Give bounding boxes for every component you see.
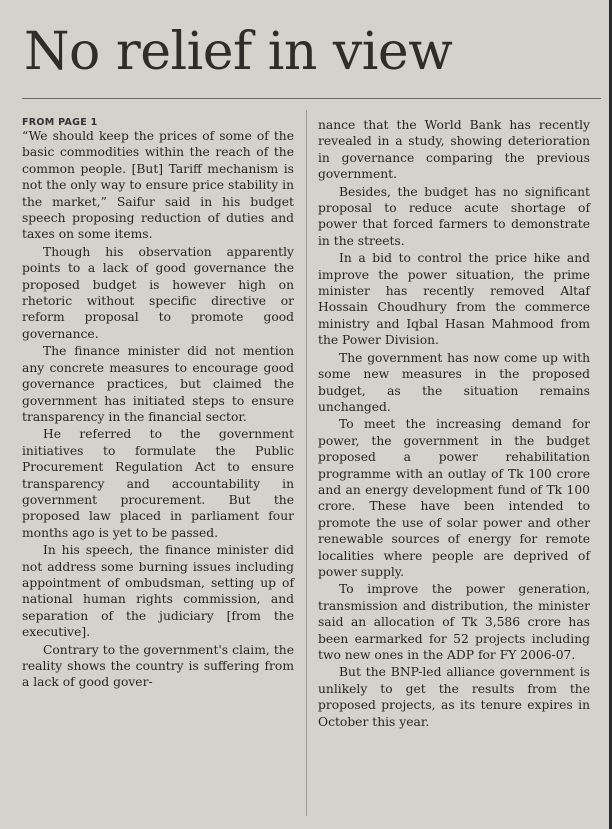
- column-right: [318, 117, 590, 730]
- paragraph: He referred to the government initiatives to formulate the Public Procurement Regulation Act to ensure transparency and accountability in government procurement. But the proposed law placed in parliament four months ago is yet to be passed.: [22, 427, 294, 540]
- column-divider: [306, 110, 307, 816]
- paragraph: In his speech, the finance minister did not address some burning issues including appointment of ombudsman, setting up of national human rights commission, and separation of the judiciary [from the executive].: [22, 543, 294, 640]
- paragraph: But the BNP-led alliance government is unlikely to get the results from the proposed projects, as its tenure expires in October this year.: [318, 665, 590, 729]
- paragraph: Besides, the budget has no significant proposal to reduce acute shortage of power that forced farmers to demonstrate in the streets.: [318, 184, 590, 248]
- paragraph: To improve the power generation, transmission and distribution, the minister said an allocation of Tk 3,586 crore has been earmarked for 52 projects including two new ones in the ADP for FY 2006-07.: [318, 582, 590, 662]
- column-left: [22, 117, 294, 691]
- kicker-from-page: FROM PAGE 1: [22, 117, 98, 128]
- paragraph: In a bid to control the price hike and improve the power situation, the prime minister has recently removed Altaf Hossain Choudhury from the commerce ministry and Iqbal Hasan Mahmood from the Power Division.: [318, 251, 590, 348]
- paragraph: The government has now come up with some new measures in the proposed budget, as the situation remains unchanged.: [318, 350, 590, 414]
- headline-rule: [22, 98, 601, 99]
- paragraph: The finance minister did not mention any concrete measures to encourage good governance practices, but claimed the government has initiated steps to ensure transparency in the financial sector.: [22, 344, 294, 424]
- headline: No relief in view: [24, 22, 453, 82]
- paragraph: nance that the World Bank has recently revealed in a study, showing deterioration in governance comparing the previous government.: [318, 118, 590, 182]
- paragraph: Though his observation apparently points to a lack of good governance the proposed budget is however high on rhetoric without specific directive or reform proposal to promote good governance.: [22, 244, 294, 341]
- paragraph: To meet the increasing demand for power, the government in the budget proposed a power rehabilitation programme with an outlay of Tk 100 crore and an energy development fund of Tk 100 crore. These have been intended to promote the use of solar power and other renewable sources of energy for remote localities where people are deprived of power supply.: [318, 417, 590, 579]
- paragraph: “We should keep the prices of some of the basic commodities within the reach of the common people. [But] Tariff mechanism is not the only way to ensure price stability in the market,” Saifur said in his budget speech proposing reduction of duties and taxes on some items.: [22, 129, 294, 242]
- paragraph: Contrary to the government's claim, the reality shows the country is suffering from a lack of good gover-: [22, 642, 294, 690]
